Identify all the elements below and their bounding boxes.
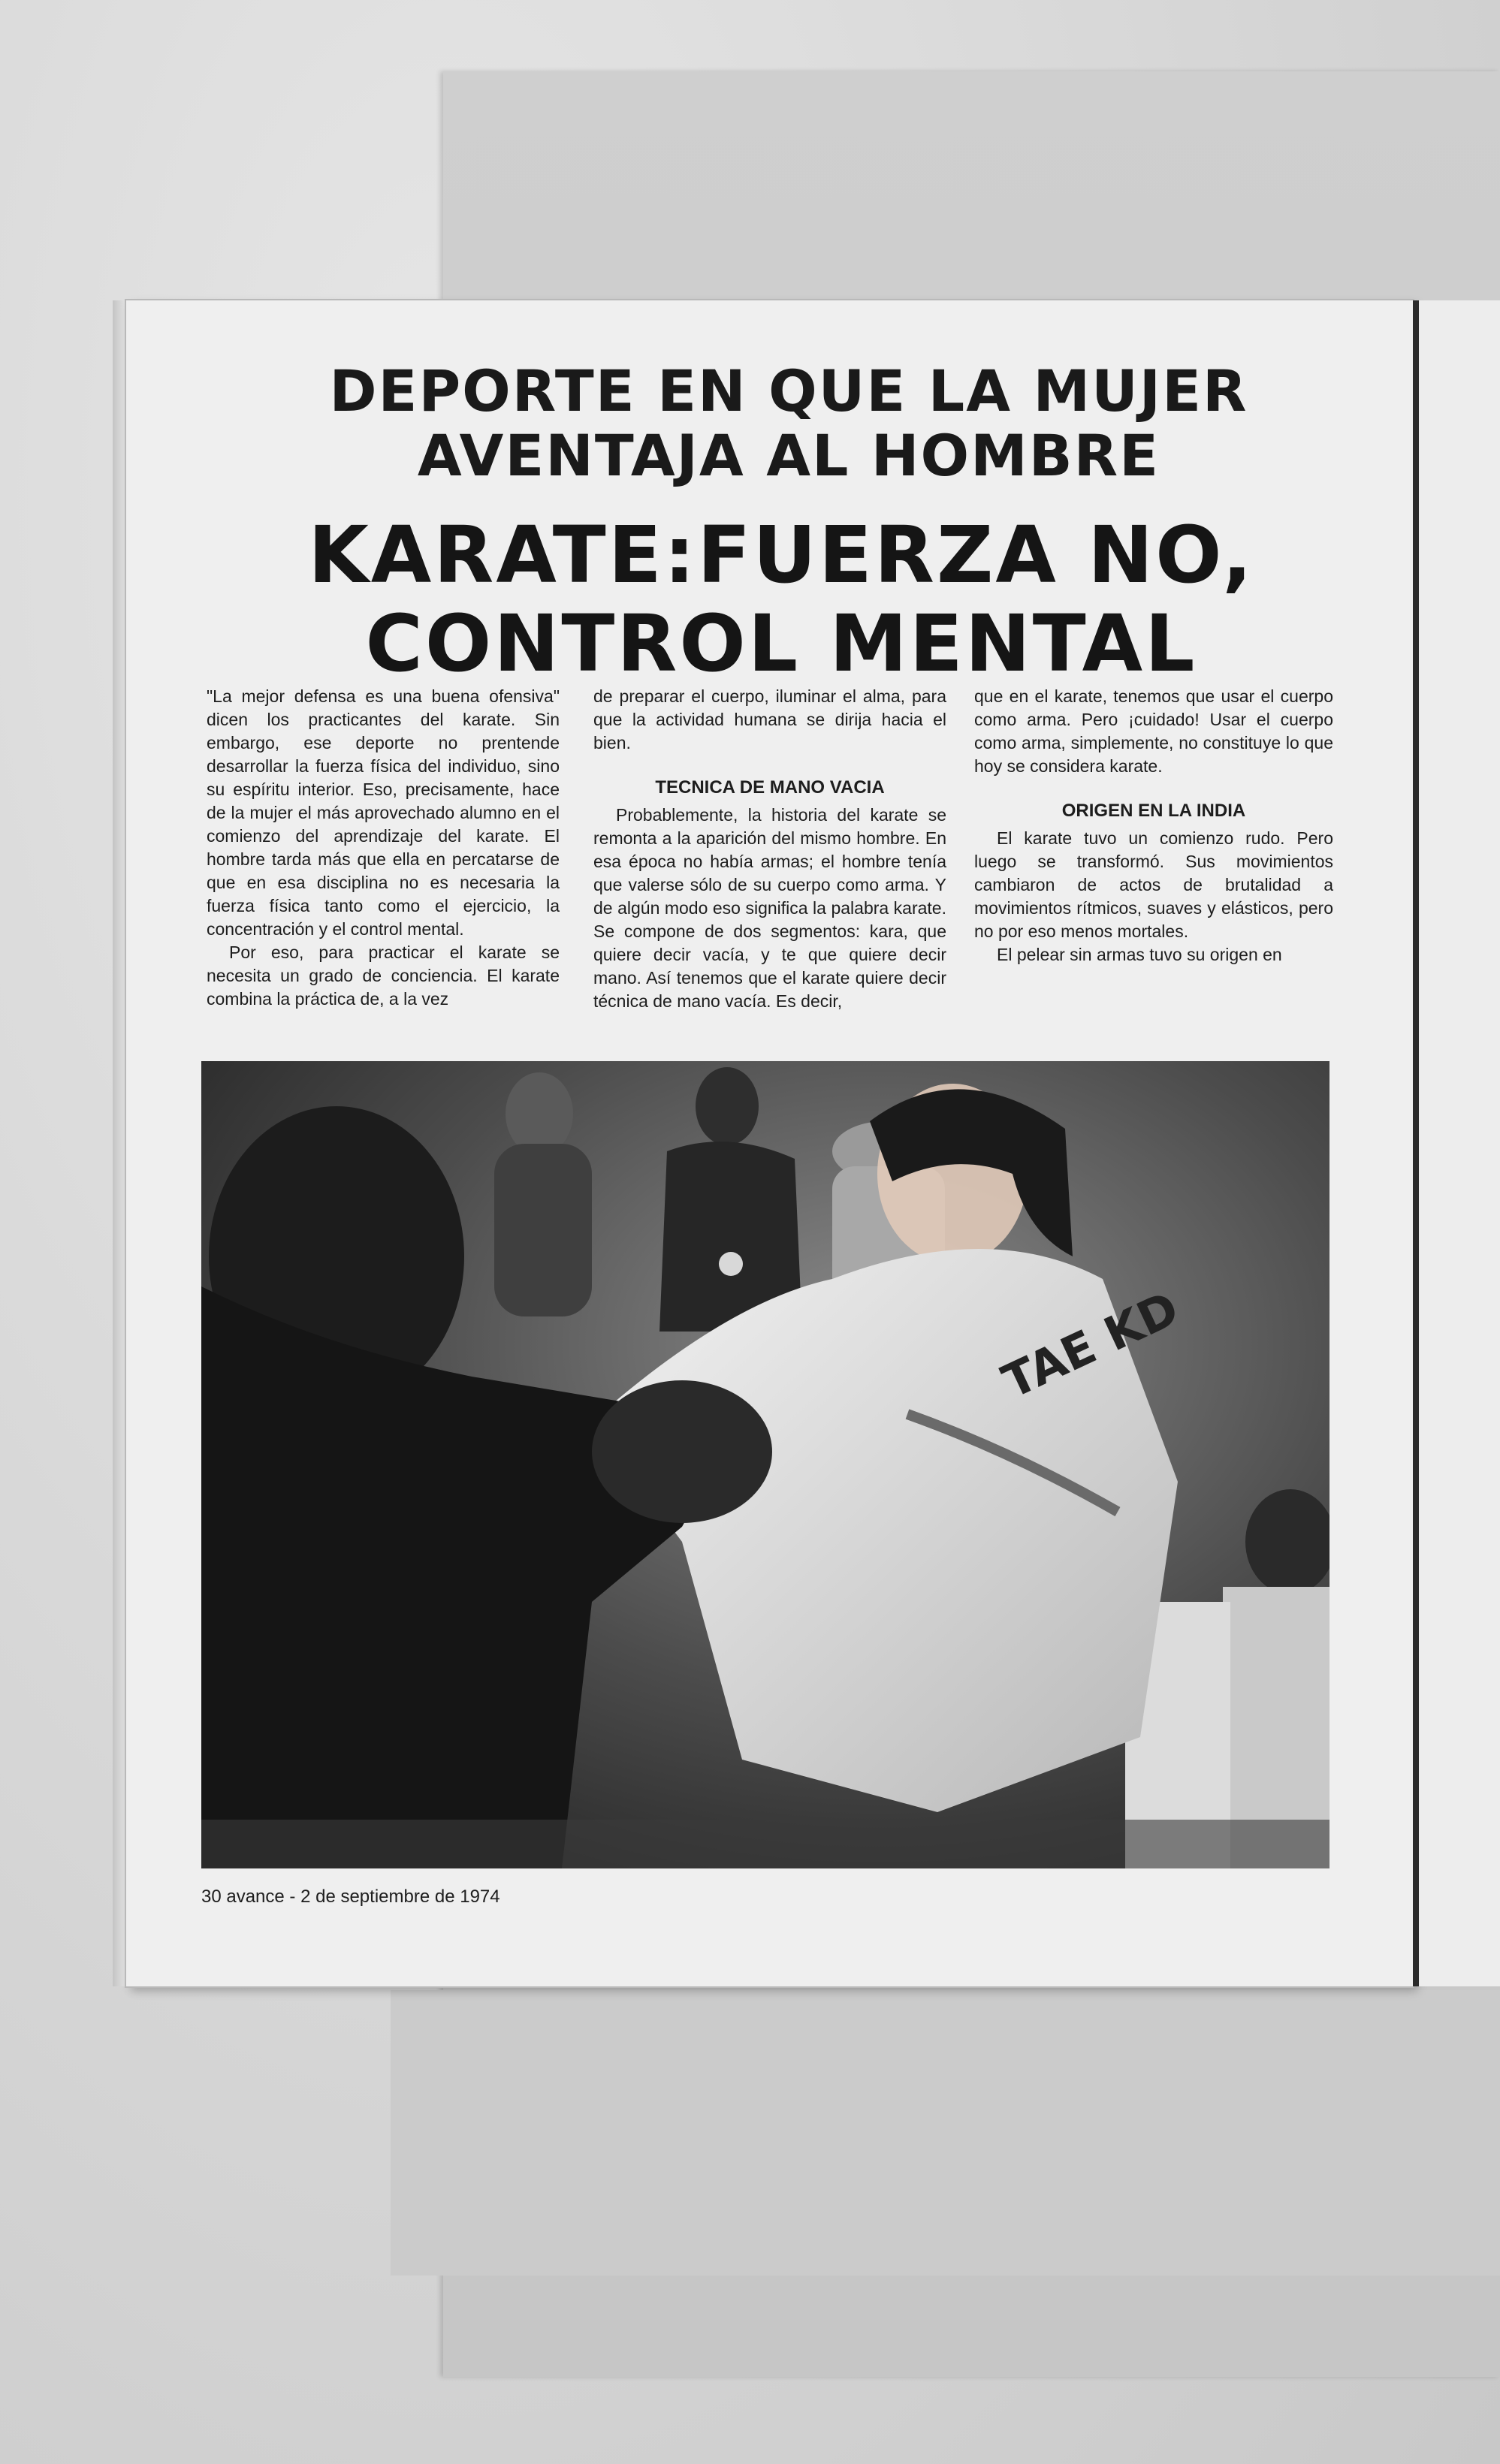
article-column-2 bbox=[593, 685, 946, 1013]
headline-line-2: CONTROL MENTAL bbox=[365, 598, 1197, 689]
karate-photo-illustration bbox=[201, 1061, 1329, 1868]
column-3-paragraph-1: que en el karate, tenemos que usar el cuerpo como arma. Pero ¡cuidado! Usar el cuerpo como arma, simplemente, no constituye lo que hoy se considera karate. bbox=[974, 686, 1333, 776]
article-column-1 bbox=[207, 685, 560, 1011]
column-1-paragraph-2: Por eso, para practicar el karate se necesita un grado de conciencia. El karate combina la práctica de, a la vez bbox=[207, 942, 560, 1009]
karate-photo bbox=[201, 1061, 1329, 1868]
kicker-headline bbox=[225, 359, 1352, 488]
page-gutter bbox=[1413, 300, 1419, 1986]
main-headline bbox=[225, 511, 1337, 688]
subhead-origen: ORIGEN EN LA INDIA bbox=[1061, 801, 1246, 821]
article-column-3 bbox=[974, 685, 1333, 967]
background-sheet-lower bbox=[391, 1990, 1500, 2276]
adjacent-page bbox=[1419, 300, 1500, 1986]
column-1-paragraph-1: "La mejor defensa es una buena ofensiva" dicen los practicantes del karate. Sin embargo, ese deporte no prentende desarrollar la fuerza física del individuo, sino su espíritu interior. Eso, precisamente, hace de la mujer el más aprovechado alumno en el comienzo del aprendizaje del karate. El hombre tarda más que ella en percatarse de que en esa disciplina no es necesaria la fuerza física tanto como el ejercicio, la concentración y el control mental. bbox=[207, 686, 560, 939]
column-2-paragraph-1: de preparar el cuerpo, iluminar el alma, para que la actividad humana se dirija hacia el bien. bbox=[593, 686, 946, 752]
subhead-tecnica: TECNICA DE MANO VACIA bbox=[655, 777, 885, 798]
kicker-line-1: DEPORTE EN QUE LA MUJER bbox=[329, 357, 1248, 424]
page-edge bbox=[113, 300, 126, 1986]
column-3-paragraph-3: El pelear sin armas tuvo su origen en bbox=[997, 945, 1282, 964]
column-2-paragraph-2: Probablemente, la historia del karate se remonta a la aparición del mismo hombre. En esa época no había armas; el hombre tenía que valerse sólo de su cuerpo como arma. Y de algún modo eso significa la palabra karate. Se compone de dos segmentos: kara, que quiere decir vacía, y te que quiere decir mano. Así tenemos que el karate quiere decir técnica de mano vacía. Es decir, bbox=[593, 805, 946, 1011]
gi-lettering: TAE KD bbox=[994, 1280, 1187, 1410]
column-3-paragraph-2: El karate tuvo un comienzo rudo. Pero luego se transformó. Sus movimientos cambiaron de actos de brutalidad a movimientos rítmicos, suaves y elásticos, pero no por eso menos mortales. bbox=[974, 828, 1333, 941]
headline-line-1: KARATE:FUERZA NO, bbox=[308, 509, 1254, 601]
kicker-line-2: AVENTAJA AL HOMBRE bbox=[417, 422, 1160, 489]
page-footer: 30 avance - 2 de septiembre de 1974 bbox=[201, 1886, 500, 1907]
